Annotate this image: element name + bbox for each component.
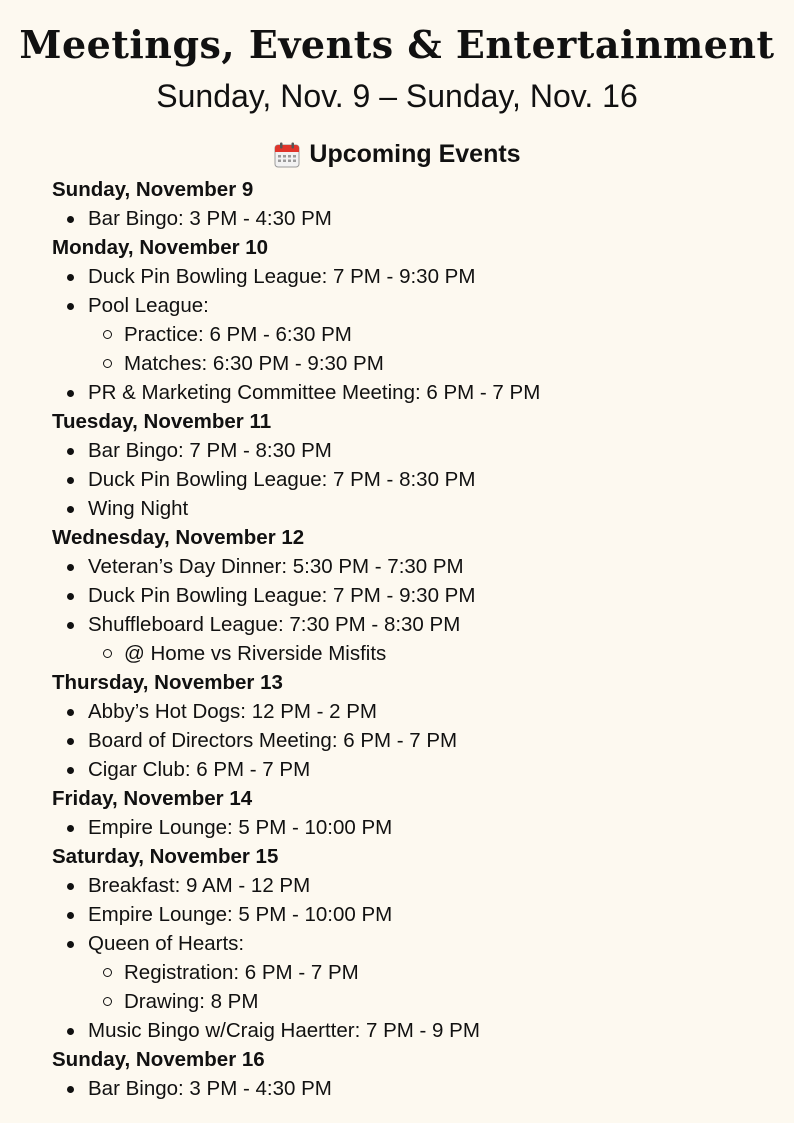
day-heading: Monday, November 10	[52, 236, 269, 259]
event-subitem: @ Home vs Riverside Misfits	[52, 639, 772, 668]
event-subitem: Drawing: 8 PM	[52, 987, 772, 1016]
day-heading: Tuesday, November 11	[52, 410, 272, 433]
event-item: Duck Pin Bowling League: 7 PM - 9:30 PM	[52, 581, 772, 610]
day-heading: Friday, November 14	[52, 787, 253, 810]
day-heading: Sunday, November 16	[52, 1048, 265, 1071]
event-item: Bar Bingo: 3 PM - 4:30 PM	[52, 1074, 772, 1103]
section-heading	[0, 140, 794, 169]
event-item: Music Bingo w/Craig Haertter: 7 PM - 9 PM	[52, 1016, 772, 1045]
event-item: Bar Bingo: 7 PM - 8:30 PM	[52, 436, 772, 465]
day-heading: Thursday, November 13	[52, 671, 283, 694]
event-item: Shuffleboard League: 7:30 PM - 8:30 PM	[52, 610, 772, 639]
event-item: Empire Lounge: 5 PM - 10:00 PM	[52, 813, 772, 842]
events-list	[52, 175, 772, 1103]
event-item: Wing Night	[52, 494, 772, 523]
day-heading: Wednesday, November 12	[52, 526, 305, 549]
event-item: Abby’s Hot Dogs: 12 PM - 2 PM	[52, 697, 772, 726]
event-item: Cigar Club: 6 PM - 7 PM	[52, 755, 772, 784]
calendar-icon	[273, 141, 301, 169]
event-subitem: Registration: 6 PM - 7 PM	[52, 958, 772, 987]
event-item: Empire Lounge: 5 PM - 10:00 PM	[52, 900, 772, 929]
event-item: Queen of Hearts:	[52, 929, 772, 958]
event-item: Veteran’s Day Dinner: 5:30 PM - 7:30 PM	[52, 552, 772, 581]
event-item: Duck Pin Bowling League: 7 PM - 9:30 PM	[52, 262, 772, 291]
event-item: Bar Bingo: 3 PM - 4:30 PM	[52, 204, 772, 233]
event-item: Pool League:	[52, 291, 772, 320]
event-item: Breakfast: 9 AM - 12 PM	[52, 871, 772, 900]
day-heading: Saturday, November 15	[52, 845, 279, 868]
section-heading-label: Upcoming Events	[309, 140, 521, 168]
event-item: PR & Marketing Committee Meeting: 6 PM - 7 PM	[52, 378, 772, 407]
event-item: Board of Directors Meeting: 6 PM - 7 PM	[52, 726, 772, 755]
event-item: Duck Pin Bowling League: 7 PM - 8:30 PM	[52, 465, 772, 494]
page-title: Meetings, Events & Entertainment	[19, 22, 775, 67]
event-subitem: Practice: 6 PM - 6:30 PM	[52, 320, 772, 349]
date-range: Sunday, Nov. 9 – Sunday, Nov. 16	[156, 78, 638, 114]
event-subitem: Matches: 6:30 PM - 9:30 PM	[52, 349, 772, 378]
day-heading: Sunday, November 9	[52, 178, 254, 201]
